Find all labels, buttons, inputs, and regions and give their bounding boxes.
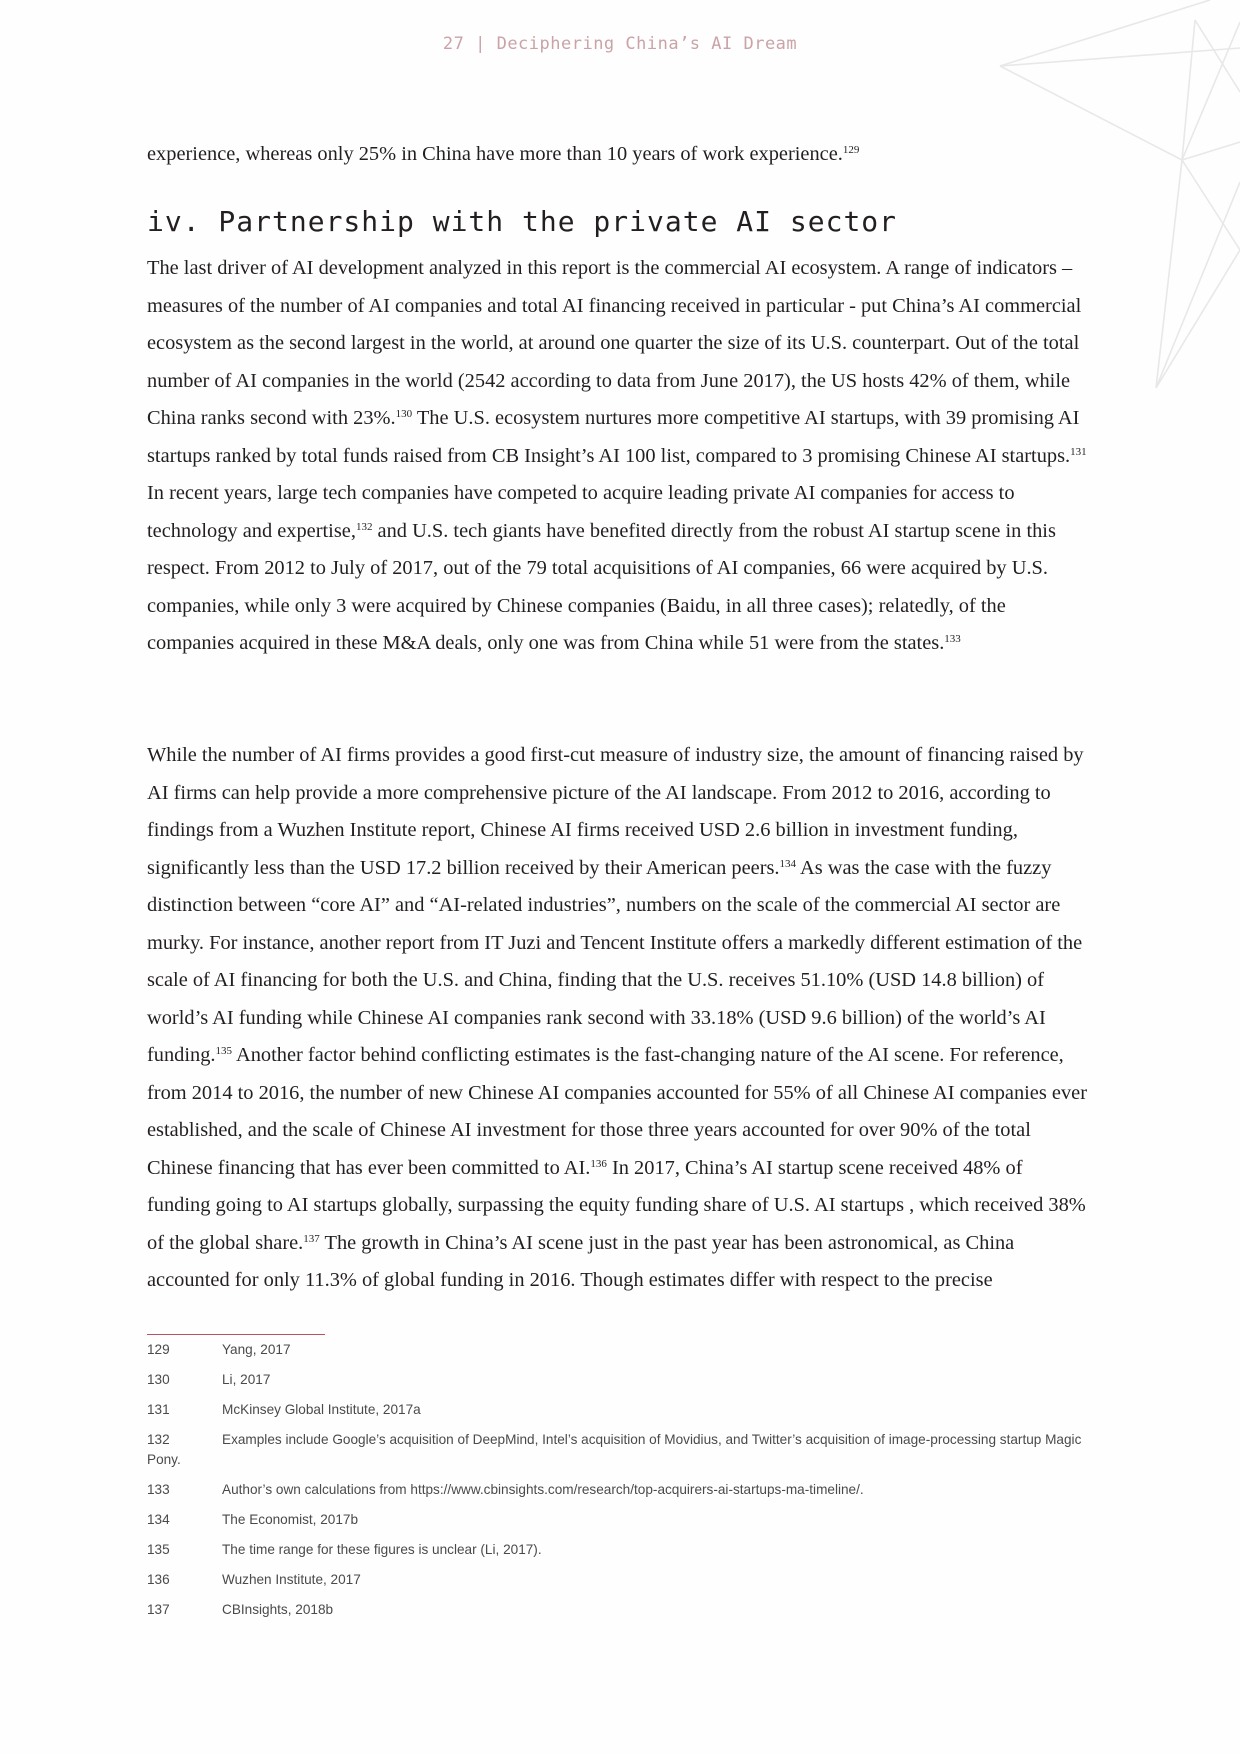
running-header (0, 34, 1240, 54)
footnote-item (147, 1480, 1087, 1500)
footnote-ref[interactable]: 131 (1070, 445, 1087, 458)
page-number: 27 (442, 34, 465, 54)
footnote-number: 136 (147, 1572, 170, 1587)
footnote-ref[interactable]: 136 (590, 1157, 607, 1170)
footnote-text: Author’s own calculations from https://www.cbinsights.com/research/top-acquirers-ai-startups-ma-timeline/. (222, 1482, 864, 1497)
footnote-ref[interactable]: 132 (355, 520, 373, 533)
footnote-number: 133 (147, 1482, 170, 1497)
header-separator: | (475, 34, 486, 54)
footnote-number: 132 (147, 1432, 170, 1447)
continuation-block (147, 136, 1087, 174)
footnote-number: 129 (147, 1342, 170, 1357)
footnote-text: McKinsey Global Institute, 2017a (222, 1402, 421, 1417)
footnote-text: CBInsights, 2018b (222, 1602, 334, 1617)
footnote-number: 131 (147, 1402, 170, 1417)
footnote-item (147, 1400, 1087, 1420)
footnote-item (147, 1370, 1087, 1390)
footnote-item (147, 1570, 1087, 1590)
footnote-text: Li, 2017 (222, 1372, 271, 1387)
footnote-ref[interactable]: 134 (779, 857, 797, 870)
section-heading: iv. Partnership with the private AI sector (147, 205, 898, 238)
footnote-text: Examples include Google’s acquisition of DeepMind, Intel’s acquisition of Movidius, and Twitter’s acquisition of image-processing startup Magic Pony. (147, 1432, 1082, 1467)
footnote-ref[interactable]: 129 (842, 144, 860, 156)
footnote-text: The time range for these figures is unclear (Li, 2017). (222, 1542, 542, 1557)
footnote-item (147, 1340, 1087, 1360)
continuation-paragraph: experience, whereas only 25% in China have more than 10 years of work experience.$^{129}$ (147, 143, 860, 165)
footnote-item (147, 1510, 1087, 1530)
footnote-item (147, 1600, 1087, 1620)
footnote-ref[interactable]: 135 (215, 1045, 233, 1057)
document-title: Deciphering China’s AI Dream (496, 34, 798, 54)
footnote-ref[interactable]: 130 (395, 408, 413, 420)
footnote-number: 134 (147, 1512, 170, 1527)
footnote-number: 137 (147, 1602, 170, 1617)
footnote-number: 135 (147, 1542, 170, 1557)
footnotes (147, 1340, 1087, 1630)
footnote-text: Wuzhen Institute, 2017 (222, 1572, 361, 1587)
footnote-number: 130 (147, 1372, 170, 1387)
footnote-ref[interactable]: 133 (944, 633, 961, 645)
paragraph-commercial-ecosystem: The last driver of AI development analyzed in this report is the commercial AI ecosystem. A range of indicators – measures of the number of AI companies and total AI financing received in particular - put China’s AI commercial ecosystem as the second largest in the world, at around one quarter the size of its U.S. counterpart. Out of the total number of AI companies in the world (2542 according to data from June 2017), the US hosts 42% of them, while China ranks second with 23%.$^{130}$ The U.S. ecosystem nurtures more competitive AI startups, with 39 promising AI startups ranked by total funds raised from CB Insight’s AI 100 list, compared to 3 promising Chinese AI startups.$^{131}$ In recent years, large tech companies have competed to acquire leading private AI companies for access to technology and expertise,$^{132}$ and U.S. tech giants have benefited directly from the robust AI startup scene in this respect. From 2012 to July of 2017, out of the 79 total acquisitions of AI companies, 66 were acquired by U.S. companies, while only 3 were acquired by Chinese companies (Baidu, in all three cases); relatedly, of the companies acquired in these M&A deals, only one was from China while 51 were from the states.$^{133}$ (147, 257, 1087, 654)
footnote-item (147, 1540, 1087, 1560)
footnote-ref[interactable]: 137 (303, 1232, 320, 1245)
paragraph-financing: While the number of AI firms provides a good first-cut measure of industry size, the amount of financing raised by AI firms can help provide a more comprehensive picture of the AI landscape. From 2012 to 2016, according to findings from a Wuzhen Institute report, Chinese AI firms received USD 2.6 billion in investment funding, significantly less than the USD 17.2 billion received by their American peers.$^{134}$ As was the case with the fuzzy distinction between “core AI” and “AI-related industries”, numbers on the scale of the commercial AI sector are murky. For instance, another report from IT Juzi and Tencent Institute offers a markedly different estimation of the scale of AI financing for both the U.S. and China, finding that the U.S. receives 51.10% (USD 14.8 billion) of world’s AI funding while Chinese AI companies rank second with 33.18% (USD 9.6 billion) of the world’s AI funding.$^{135}$ Another factor behind conflicting estimates is the fast-changing nature of the AI scene. For reference, from 2014 to 2016, the number of new Chinese AI companies accounted for 55% of all Chinese AI companies ever established, and the scale of Chinese AI investment for those three years accounted for over 90% of the total Chinese financing that has ever been committed to AI.$^{136}$ In 2017, China’s AI startup scene received 48% of funding going to AI startups globally, surpassing the equity funding share of U.S. AI startups , which received 38% of the global share.$^{137}$ The growth in China’s AI scene just in the past year has been astronomical, as China accounted for only 11.3% of global funding in 2016. Though estimates differ with respect to the precise (147, 744, 1087, 1291)
footnote-item (147, 1430, 1087, 1470)
footnote-text: The Economist, 2017b (222, 1512, 359, 1527)
footnote-text: Yang, 2017 (222, 1342, 291, 1357)
footnote-divider (147, 1334, 325, 1335)
